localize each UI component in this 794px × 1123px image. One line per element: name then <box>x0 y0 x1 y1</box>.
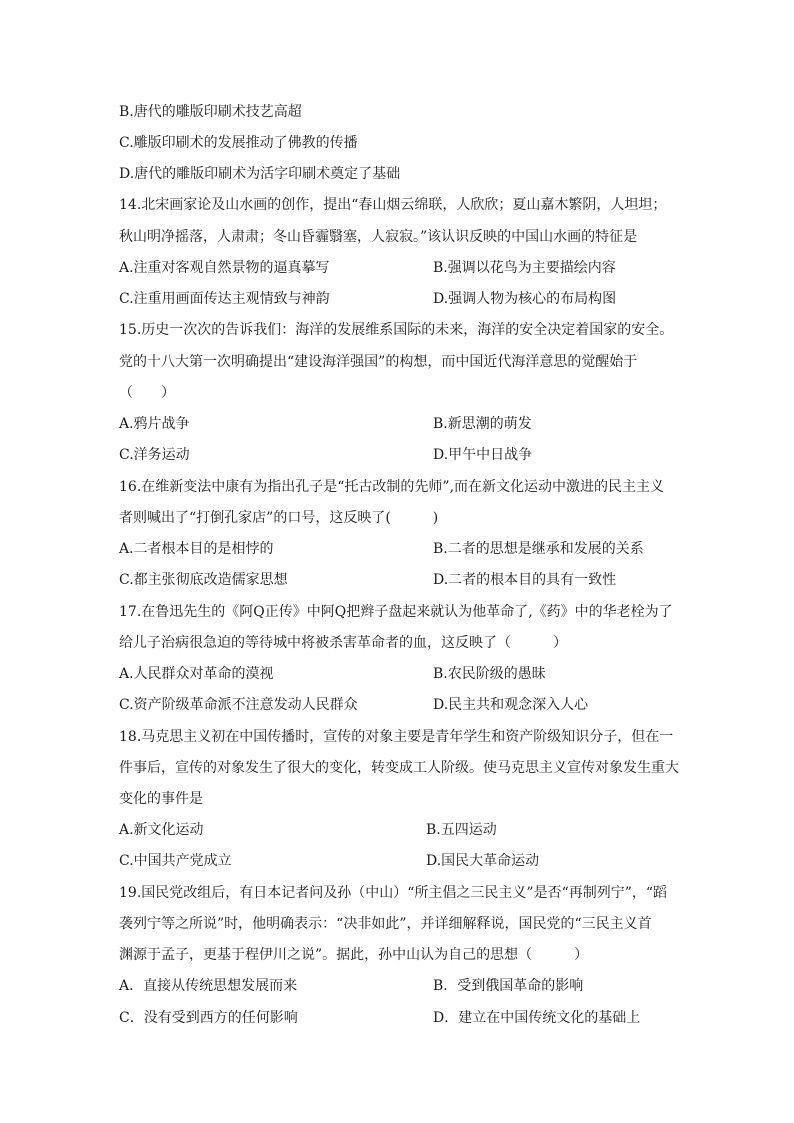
question-17-stem-line-2: 给儿子治病很急迫的等待城中将被杀害革命者的血，这反映了（ ） <box>119 635 567 651</box>
option-14-a: A.注重对客观自然景物的逼真摹写 <box>119 260 330 276</box>
option-16-c: C.都主张彻底改造儒家思想 <box>119 572 288 588</box>
question-19-stem-line-1: 19.国民党改组后，有日本记者问及孙（中山）“所主倡之三民主义”是否“再制列宁”，“蹈 <box>119 885 668 901</box>
question-18-stem-line-1: 18.马克思主义初在中国传播时，宣传的对象主要是青年学生和资产阶级知识分子，但在一 <box>119 729 674 745</box>
option-19-a: A．直接从传统思想发展而来 <box>119 978 298 994</box>
question-18-stem-line-2: 件事后，宣传的对象发生了很大的变化，转变成工人阶级。使马克思主义宣传对象发生重大 <box>119 760 679 776</box>
option-14-c: C.注重用画面传达主观情致与神韵 <box>119 291 330 307</box>
option-17-c: C.资产阶级革命派不注意发动人民群众 <box>119 697 358 713</box>
option-15-d: D.甲午中日战争 <box>433 447 533 463</box>
option-14-d: D.强调人物为核心的布局构图 <box>433 291 617 307</box>
option-14-b: B.强调以花鸟为主要描绘内容 <box>433 260 616 276</box>
question-15-stem-line-2: 党的十八大第一次明确提出“建设海洋强国”的构想，而中国近代海洋意思的觉醒始于 <box>119 354 638 370</box>
option-16-a: A.二者根本目的是相悖的 <box>119 541 274 557</box>
option-19-c: C．没有受到西方的任何影响 <box>119 1010 298 1026</box>
option-13-c: C.雕版印刷术的发展推动了佛教的传播 <box>119 135 358 151</box>
option-17-a: A.人民群众对革命的漠视 <box>119 666 274 682</box>
option-13-d: D.唐代的雕版印刷术为活字印刷术奠定了基础 <box>119 166 401 182</box>
option-18-c: C.中国共产党成立 <box>119 853 232 869</box>
option-15-c: C.洋务运动 <box>119 447 190 463</box>
option-16-d: D.二者的根本目的具有一致性 <box>433 572 617 588</box>
option-19-b: B．受到俄国革命的影响 <box>433 978 584 994</box>
option-18-b: B.五四运动 <box>426 822 497 838</box>
question-19-stem-line-2: 袭列宁等之所说”时，他明确表示：“决非如此”，并详细解释说，国民党的“三民主义首 <box>119 916 652 932</box>
option-15-a: A.鸦片战争 <box>119 416 190 432</box>
question-14-stem-line-2: 秋山明净摇落，人肃肃；冬山昏霾翳塞，人寂寂。”该认识反映的中国山水画的特征是 <box>119 229 638 245</box>
question-14-stem-line-1: 14.北宋画家论及山水画的创作，提出“春山烟云绵联，人欣欣；夏山嘉木繁阴，人坦坦； <box>119 197 667 213</box>
option-17-b: B.农民阶级的愚昧 <box>433 666 546 682</box>
option-16-b: B.二者的思想是继承和发展的关系 <box>433 541 644 557</box>
option-18-a: A.新文化运动 <box>119 822 204 838</box>
option-17-d: D.民主共和观念深入人心 <box>433 697 589 713</box>
question-16-stem-line-1: 16.在维新变法中康有为指出孔子是“托古改制的先师”,而在新文化运动中激进的民主主义 <box>119 479 665 495</box>
option-18-d: D.国民大革命运动 <box>426 853 540 869</box>
question-18-stem-line-3: 变化的事件是 <box>119 791 203 807</box>
question-15-stem-line-3: （ ） <box>119 385 175 401</box>
question-16-stem-line-2: 者则喊出了“打倒孔家店”的口号，这反映了( ) <box>119 510 439 526</box>
question-15-stem-line-1: 15.历史一次次的告诉我们：海洋的发展维系国际的未来，海洋的安全决定着国家的安全。 <box>119 322 674 338</box>
question-17-stem-line-1: 17.在鲁迅先生的《阿Q正传》中阿Q把辫子盘起来就认为他革命了,《药》中的华老栓为了 <box>119 604 673 620</box>
option-15-b: B.新思潮的萌发 <box>433 416 532 432</box>
question-19-stem-line-3: 渊源于孟子，更基于程伊川之说”。据此，孙中山认为自己的思想（ ） <box>119 947 589 963</box>
option-13-b: B.唐代的雕版印刷术技艺高超 <box>119 104 302 120</box>
option-19-d: D．建立在中国传统文化的基础上 <box>433 1010 641 1026</box>
